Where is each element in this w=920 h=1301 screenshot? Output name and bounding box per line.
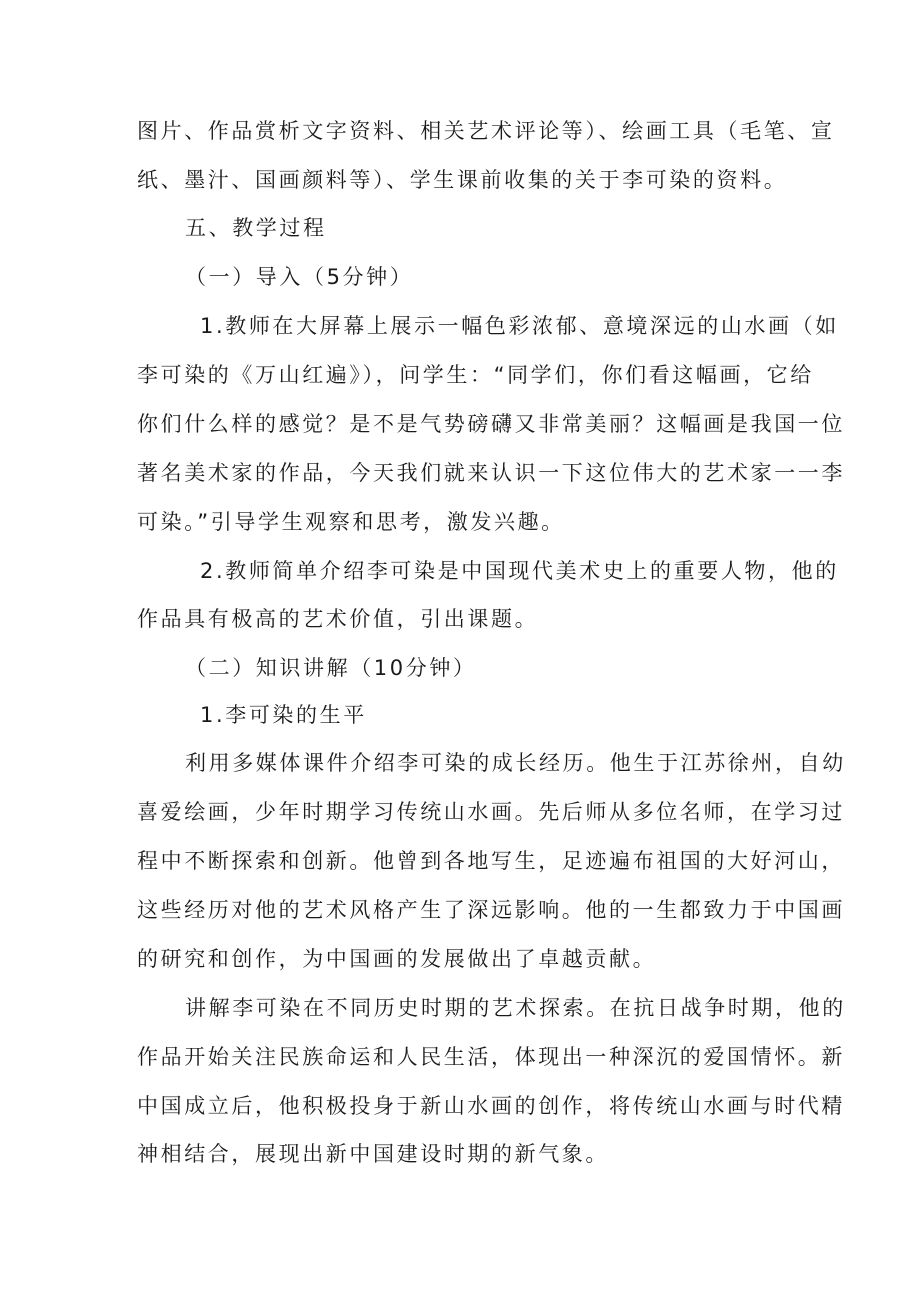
body-text-line: 程中不断探索和创新。他曾到各地写生，足迹遍布祖国的大好河山， <box>137 849 845 873</box>
body-text-line: 这些经历对他的艺术风格产生了深远影响。他的一生都致力于中国画 <box>137 898 845 922</box>
body-text-line: 著名美术家的作品，今天我们就来认识一下这位伟大的艺术家一一李 <box>137 461 845 485</box>
numbered-heading: 1.李可染的生平 <box>200 703 367 727</box>
body-text-line: 中国成立后，他积极投身于新山水画的创作，将传统山水画与时代精 <box>137 1094 845 1118</box>
paragraph-start: 利用多媒体课件介绍李可染的成长经历。他生于江苏徐州，自幼 <box>185 751 846 775</box>
body-text-line: 图片、作品赏析文字资料、相关艺术评论等）、绘画工具（毛笔、宣 <box>137 119 835 143</box>
body-text-line: 你们什么样的感觉？是不是气势磅礴又非常美丽？这幅画是我国一位 <box>137 412 845 436</box>
numbered-item: 1.教师在大屏幕上展示一幅色彩浓郁、意境深远的山水画（如 <box>200 314 839 338</box>
paragraph-start: 讲解李可染在不同历史时期的艺术探索。在抗日战争时期，他的 <box>185 996 846 1020</box>
body-text-line: 喜爱绘画，少年时期学习传统山水画。先后师从多位名师，在学习过 <box>137 800 845 824</box>
subsection-heading: （一）导入（5分钟） <box>185 265 414 289</box>
body-text-line: 的研究和创作，为中国画的发展做出了卓越贡献。 <box>137 947 657 971</box>
body-text-line: 李可染的《万山红遍》），问学生：“同学们，你们看这幅画，它给 <box>137 363 814 387</box>
body-text-line: 作品开始关注民族命运和人民生活，体现出一种深沉的爱国情怀。新 <box>137 1045 845 1069</box>
section-heading: 五、教学过程 <box>185 216 327 240</box>
body-text-line: 可染。”引导学生观察和思考，激发兴趣。 <box>137 510 565 534</box>
body-text-line: 纸、墨汁、国画颜料等）、学生课前收集的关于李可染的资料。 <box>137 168 788 192</box>
body-text-line: 神相结合，展现出新中国建设时期的新气象。 <box>137 1142 609 1166</box>
numbered-item: 2.教师简单介绍李可染是中国现代美术史上的重要人物，他的 <box>200 559 839 583</box>
subsection-heading: （二）知识讲解（10分钟） <box>185 656 477 680</box>
body-text-line: 作品具有极高的艺术价值，引出课题。 <box>137 607 539 631</box>
